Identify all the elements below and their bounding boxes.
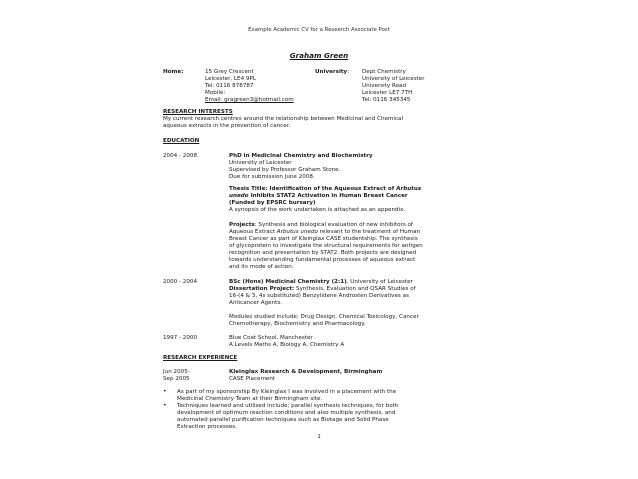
thesis-italic: Arbutus <box>396 186 422 192</box>
modules-block <box>229 314 419 328</box>
experience-bullet-2 <box>177 403 398 431</box>
bsc-university: , University of Leicester <box>346 279 413 285</box>
date-line: Jun 2005- <box>163 369 190 375</box>
cv-name: Graham Green <box>289 51 349 60</box>
experience-title: Kleinglax Research & Development, Birmingham <box>229 369 383 375</box>
thesis-block <box>229 186 421 214</box>
phd-line: University of Leicester <box>229 160 292 166</box>
home-line: Mobile: <box>205 90 226 96</box>
projects-block <box>229 222 423 271</box>
bullet-line: development of optimum reaction conditions and also multiple synthesis, and <box>177 410 396 416</box>
school-line: A Levels Maths A, Biology A, Chemistry A <box>229 342 345 348</box>
university-line: University Road <box>362 83 407 89</box>
thesis-label: Thesis Title: Identification of the Aqueous Extract of <box>229 186 395 192</box>
phd-line: Supervised by Professor Graham Stone. <box>229 167 341 173</box>
home-line: Tel: 0116 878787 <box>205 83 254 89</box>
projects-italic: Arbutus unedo <box>276 229 318 235</box>
bullet-icon: • <box>163 388 167 395</box>
dissertation-text: Synthesis, Evaluation and QSAR Studies of <box>294 286 416 292</box>
thesis-note: A synopsis of the work undertaken is attached as an appendix. <box>229 207 406 213</box>
thesis-funding: (Funded by EPSRC bursary) <box>229 200 316 206</box>
text-line: aqueous extracts in the prevention of cancer. <box>163 123 291 129</box>
document-header: Example Academic CV for a Research Associate Post <box>248 27 390 33</box>
university-label-text: University <box>315 69 348 75</box>
projects-line: towards understanding fundamental processes of aqueous extract <box>229 257 416 263</box>
projects-line <box>229 229 423 236</box>
home-line: Leicester, LE4 9PL <box>205 76 256 82</box>
projects-line <box>229 222 423 229</box>
bsc-dates: 2000 - 2004 <box>163 279 198 285</box>
bullet-icon: • <box>163 402 167 409</box>
dissertation-label: Dissertation Project: <box>229 286 295 292</box>
university-line: University of Leicester <box>362 76 425 82</box>
projects-line: and its mode of action. <box>229 264 294 270</box>
bullet-line: automated parallel purification techniques such as Biotage and Solid Phase <box>177 417 389 423</box>
projects-line: Breast Cancer as part of Kleinglax CASE studentship. The synthesis <box>229 236 418 242</box>
school-line: Blue Coat School, Manchester <box>229 335 313 341</box>
home-address <box>205 69 294 104</box>
projects-line: recognition and presentation by STAT2. Both projects are designed <box>229 250 417 256</box>
bsc-title: BSc (Hons) Medicinal Chemistry (2:1) <box>229 279 347 285</box>
bsc-title-line <box>229 279 416 286</box>
dissertation-line <box>229 286 416 293</box>
projects-text: Aqueous Extract <box>229 229 275 235</box>
school-dates: 1997 - 2000 <box>163 335 198 341</box>
university-line: Leicester LE7 7TH <box>362 90 413 96</box>
projects-text: relevant to the treatment of Human <box>319 229 421 235</box>
phd-entry <box>229 153 373 181</box>
university-line: Dept Chemistry <box>362 69 406 75</box>
thesis-title-line2 <box>229 193 421 200</box>
university-label: University: <box>315 69 350 75</box>
university-line: Tel: 0116 345345 <box>362 97 411 103</box>
home-email[interactable] <box>205 97 294 104</box>
projects-text: : Synthesis and biological evaluation of new inhibitors of <box>254 222 413 228</box>
phd-line: Due for submission June 2008. <box>229 174 315 180</box>
dissertation-line: Anticancer Agents. <box>229 300 283 306</box>
experience-subtitle: CASE Placement <box>229 376 276 382</box>
dissertation-line: 16-(4 & 3, 4s substituted) Benzylidene Androsten Derivatives as <box>229 293 409 299</box>
experience-dates <box>163 369 190 383</box>
projects-label: Projects <box>229 222 255 228</box>
text-line: My current research centres around the relationship between Medicinal and Chemical <box>163 116 404 122</box>
thesis-text: Inhibits STAT2 Activation in Human Breast Cancer <box>250 193 408 199</box>
university-address <box>362 69 425 104</box>
experience-entry <box>229 369 382 383</box>
home-label: Home: <box>163 69 184 75</box>
thesis-title-line1 <box>229 186 421 193</box>
research-interests-text <box>163 116 403 130</box>
phd-title: PhD in Medicinal Chemistry and Biochemistry <box>229 153 373 159</box>
thesis-italic: unedo <box>229 193 249 199</box>
phd-dates: 2004 - 2008 <box>163 153 198 159</box>
bullet-line: Medicinal Chemistry Team at their Birmingham site. <box>177 396 323 402</box>
page-number: 1 <box>317 434 321 440</box>
bullet-line: Extraction processes. <box>177 424 237 430</box>
date-line: Sep 2005 <box>163 376 190 382</box>
research-interests-heading: RESEARCH INTERESTS <box>163 109 233 115</box>
experience-bullet-1 <box>177 389 396 403</box>
projects-line: of glycoprotein to investigate the structural requirements for antigen <box>229 243 423 249</box>
email-link[interactable]: Email: gragreen3@hotmail.com <box>205 97 294 103</box>
home-line: 15 Grey Crescent <box>205 69 254 75</box>
education-heading: EDUCATION <box>163 138 200 144</box>
bullet-line: As part of my sponsorship By Kleinglax I was involved in a placement with the <box>177 389 397 395</box>
bsc-entry <box>229 279 416 307</box>
modules-line: Chemotherapy, Biochemistry and Pharmacology. <box>229 321 366 327</box>
modules-line: Modules studied include; Drug Design, Chemical Toxicology, Cancer <box>229 314 419 320</box>
school-entry <box>229 335 344 349</box>
research-experience-heading: RESEARCH EXPERIENCE <box>163 355 238 361</box>
bullet-line: Techniques learned and utilised include; parallel synthesis techniques, for both <box>177 403 399 409</box>
